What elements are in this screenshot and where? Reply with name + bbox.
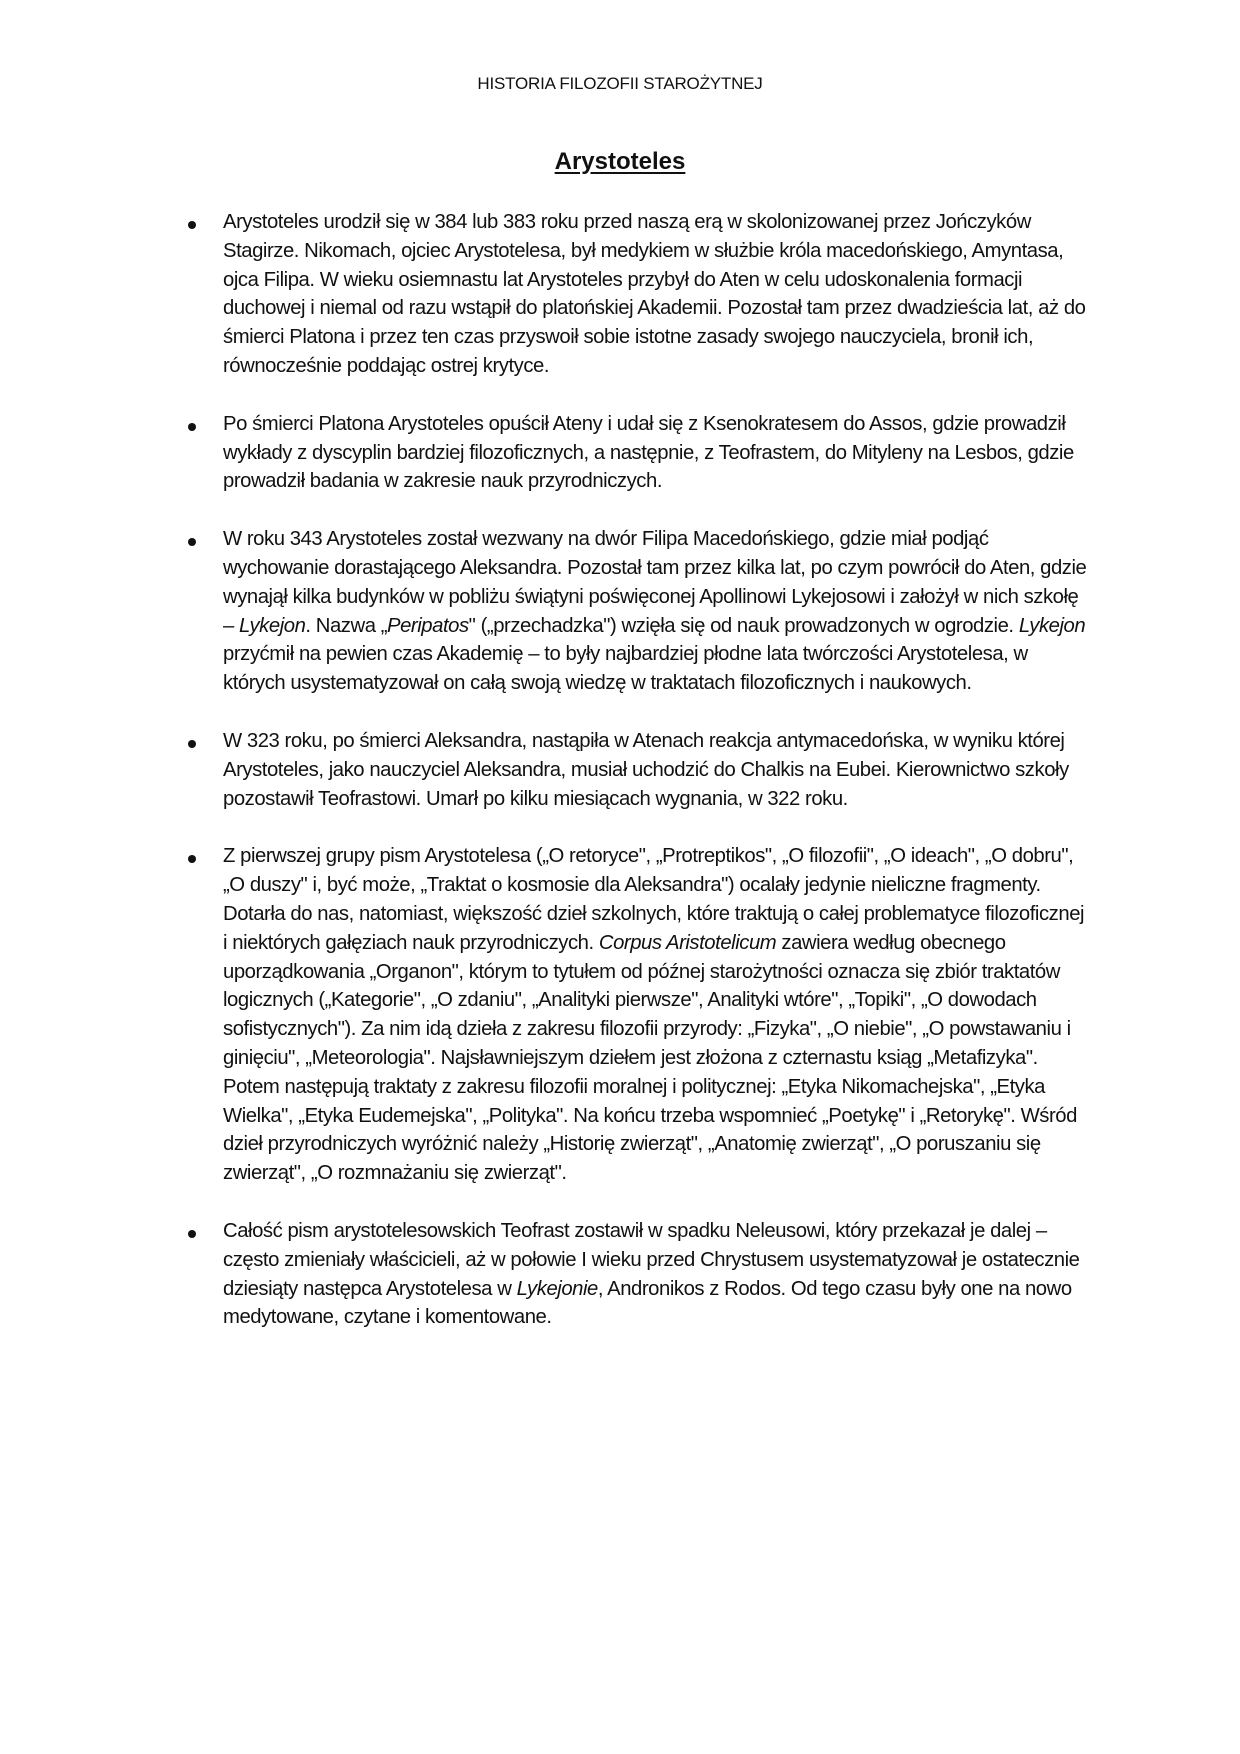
list-item [0,525,1240,698]
list-item [0,410,1240,496]
list-item [0,1217,1240,1332]
bullet-icon [188,538,196,546]
list-item [0,842,1240,1188]
paragraph-text: . Nazwa „ [305,614,388,637]
paragraph-text: W 323 roku, po śmierci Aleksandra, nastąpiła w Atenach reakcja antymacedońska, w wyniku której Arystoteles, jako nauczyciel Aleksandra, musiał uchodzić do Chalkis na Eubei. Kierownictwo szkoły pozostawił Teofrastowi. Umarł po kilku miesiącach wygnania, w 322 roku. [223,729,1069,810]
paragraph-text: Arystoteles urodził się w 384 lub 383 roku przed naszą erą w skolonizowanej przez Jończyków Stagirze. Nikomach, ojciec Arystotelesa, był medykiem w służbie króla macedońskiego, Amyntasa, ojca Filipa. W wieku osiemnastu lat Arystoteles przybył do Aten w celu udoskonalenia formacji duchowej i niemal od razu wstąpił do platońskiej Akademii. Pozostał tam przez dwadzieścia lat, aż do śmierci Platona i przez ten czas przyswoił sobie istotne zasady swojego nauczyciela, bronił ich, równocześnie poddając ostrej krytyce. [223,211,1086,377]
italic-term: Lykejonie [516,1277,598,1300]
paragraph-text: zawiera według obecnego uporządkowania „Organon", którym to tytułem od późnej starożytności oznacza się zbiór traktatów logicznych („Kategorie", „O zdaniu", „Analityki pierwsze", Analityki wtóre", „Topiki", „O dowodach sofistycznych"). Za nim idą dzieła z zakresu filozofii przyrody: „Fizyka", „O niebie", „O powstawaniu i ginięciu", „Meteorologia". Najsławniejszym dziełem jest złożona z czternastu ksiąg „Metafizyka". Potem następują traktaty z zakresu filozofii moralnej i politycznej: „Etyka Nikomachejska", „Etyka Wielka", „Etyka Eudemejska", „Polityka". Na końcu trzeba wspomnieć „Poetykę" i „Retorykę". Wśród dzieł przyrodniczych wyróżnić należy „Historię zwierząt", „Anatomię zwierząt", „O poruszaniu się zwierząt", „O rozmnażaniu się zwierząt". [223,931,1077,1185]
bullet-icon [188,221,196,229]
paragraph-text: Całość pism arystotelesowskich Teofrast zostawił w spadku Neleusowi, który przekazał je dalej – często zmieniały właścicieli, aż w połowie I wieku przed Chrystusem usystematyzował je ostatecznie dziesiąty następca Arystotelesa w [223,1219,1080,1300]
italic-term: Lykejon [1018,614,1086,637]
page-title: Arystoteles [554,148,686,175]
paragraph-text: Z pierwszej grupy pism Arystotelesa („O retoryce", „Protreptikos", „O filozofii", „O ideach", „O dobru", „O duszy" i, być może, „Traktat o kosmosie dla Aleksandra") ocalały jedynie nieliczne fragmenty. Dotarła do nas, natomiast, większość dzieł szkolnych, które traktują o całej problematyce filozoficznej i niektórych gałęziach nauk przyrodniczych. [223,845,1085,954]
paragraph-text: przyćmił na pewien czas Akademię – to były najbardziej płodne lata twórczości Arystotelesa, w których usystematyzował on całą swoją wiedzę w traktatach filozoficznych i naukowych. [223,643,1028,695]
bullet-icon [188,740,196,748]
italic-term: Lykejon [239,614,306,637]
italic-term: Corpus Aristotelicum [598,931,777,954]
italic-term: Peripatos [387,614,469,637]
paragraph-text: W roku 343 Arystoteles został wezwany na dwór Filipa Macedońskiego, gdzie miał podjąć wychowanie dorastającego Aleksandra. Pozostał tam przez kilka lat, po czym powrócił do Aten, gdzie wynajął kilka budynków w pobliżu świątyni poświęconej Apollinowi Lykejosowi i założył w nich szkołę – [223,528,1087,637]
paragraph-text: Po śmierci Platona Arystoteles opuścił Ateny i udał się z Ksenokratesem do Assos, gdzie prowadził wykłady z dyscyplin bardziej filozoficznych, a następnie, z Teofrastem, do Mityleny na Lesbos, gdzie prowadził badania w zakresie nauk przyrodniczych. [223,412,1074,493]
list-item [0,727,1240,813]
bullet-icon [188,855,196,863]
bullet-icon [188,1230,196,1238]
paragraph-text: " („przechadzka") wzięła się od nauk prowadzonych w ogrodzie. [468,614,1019,637]
bullet-icon [188,423,196,431]
paragraph-text: , Andronikos z Rodos. Od tego czasu były one na nowo medytowane, czytane i komentowane. [223,1277,1072,1329]
list-item [0,208,1240,381]
running-header: HISTORIA FILOZOFII STAROŻYTNEJ [477,74,763,93]
bullet-list [0,208,1240,1361]
